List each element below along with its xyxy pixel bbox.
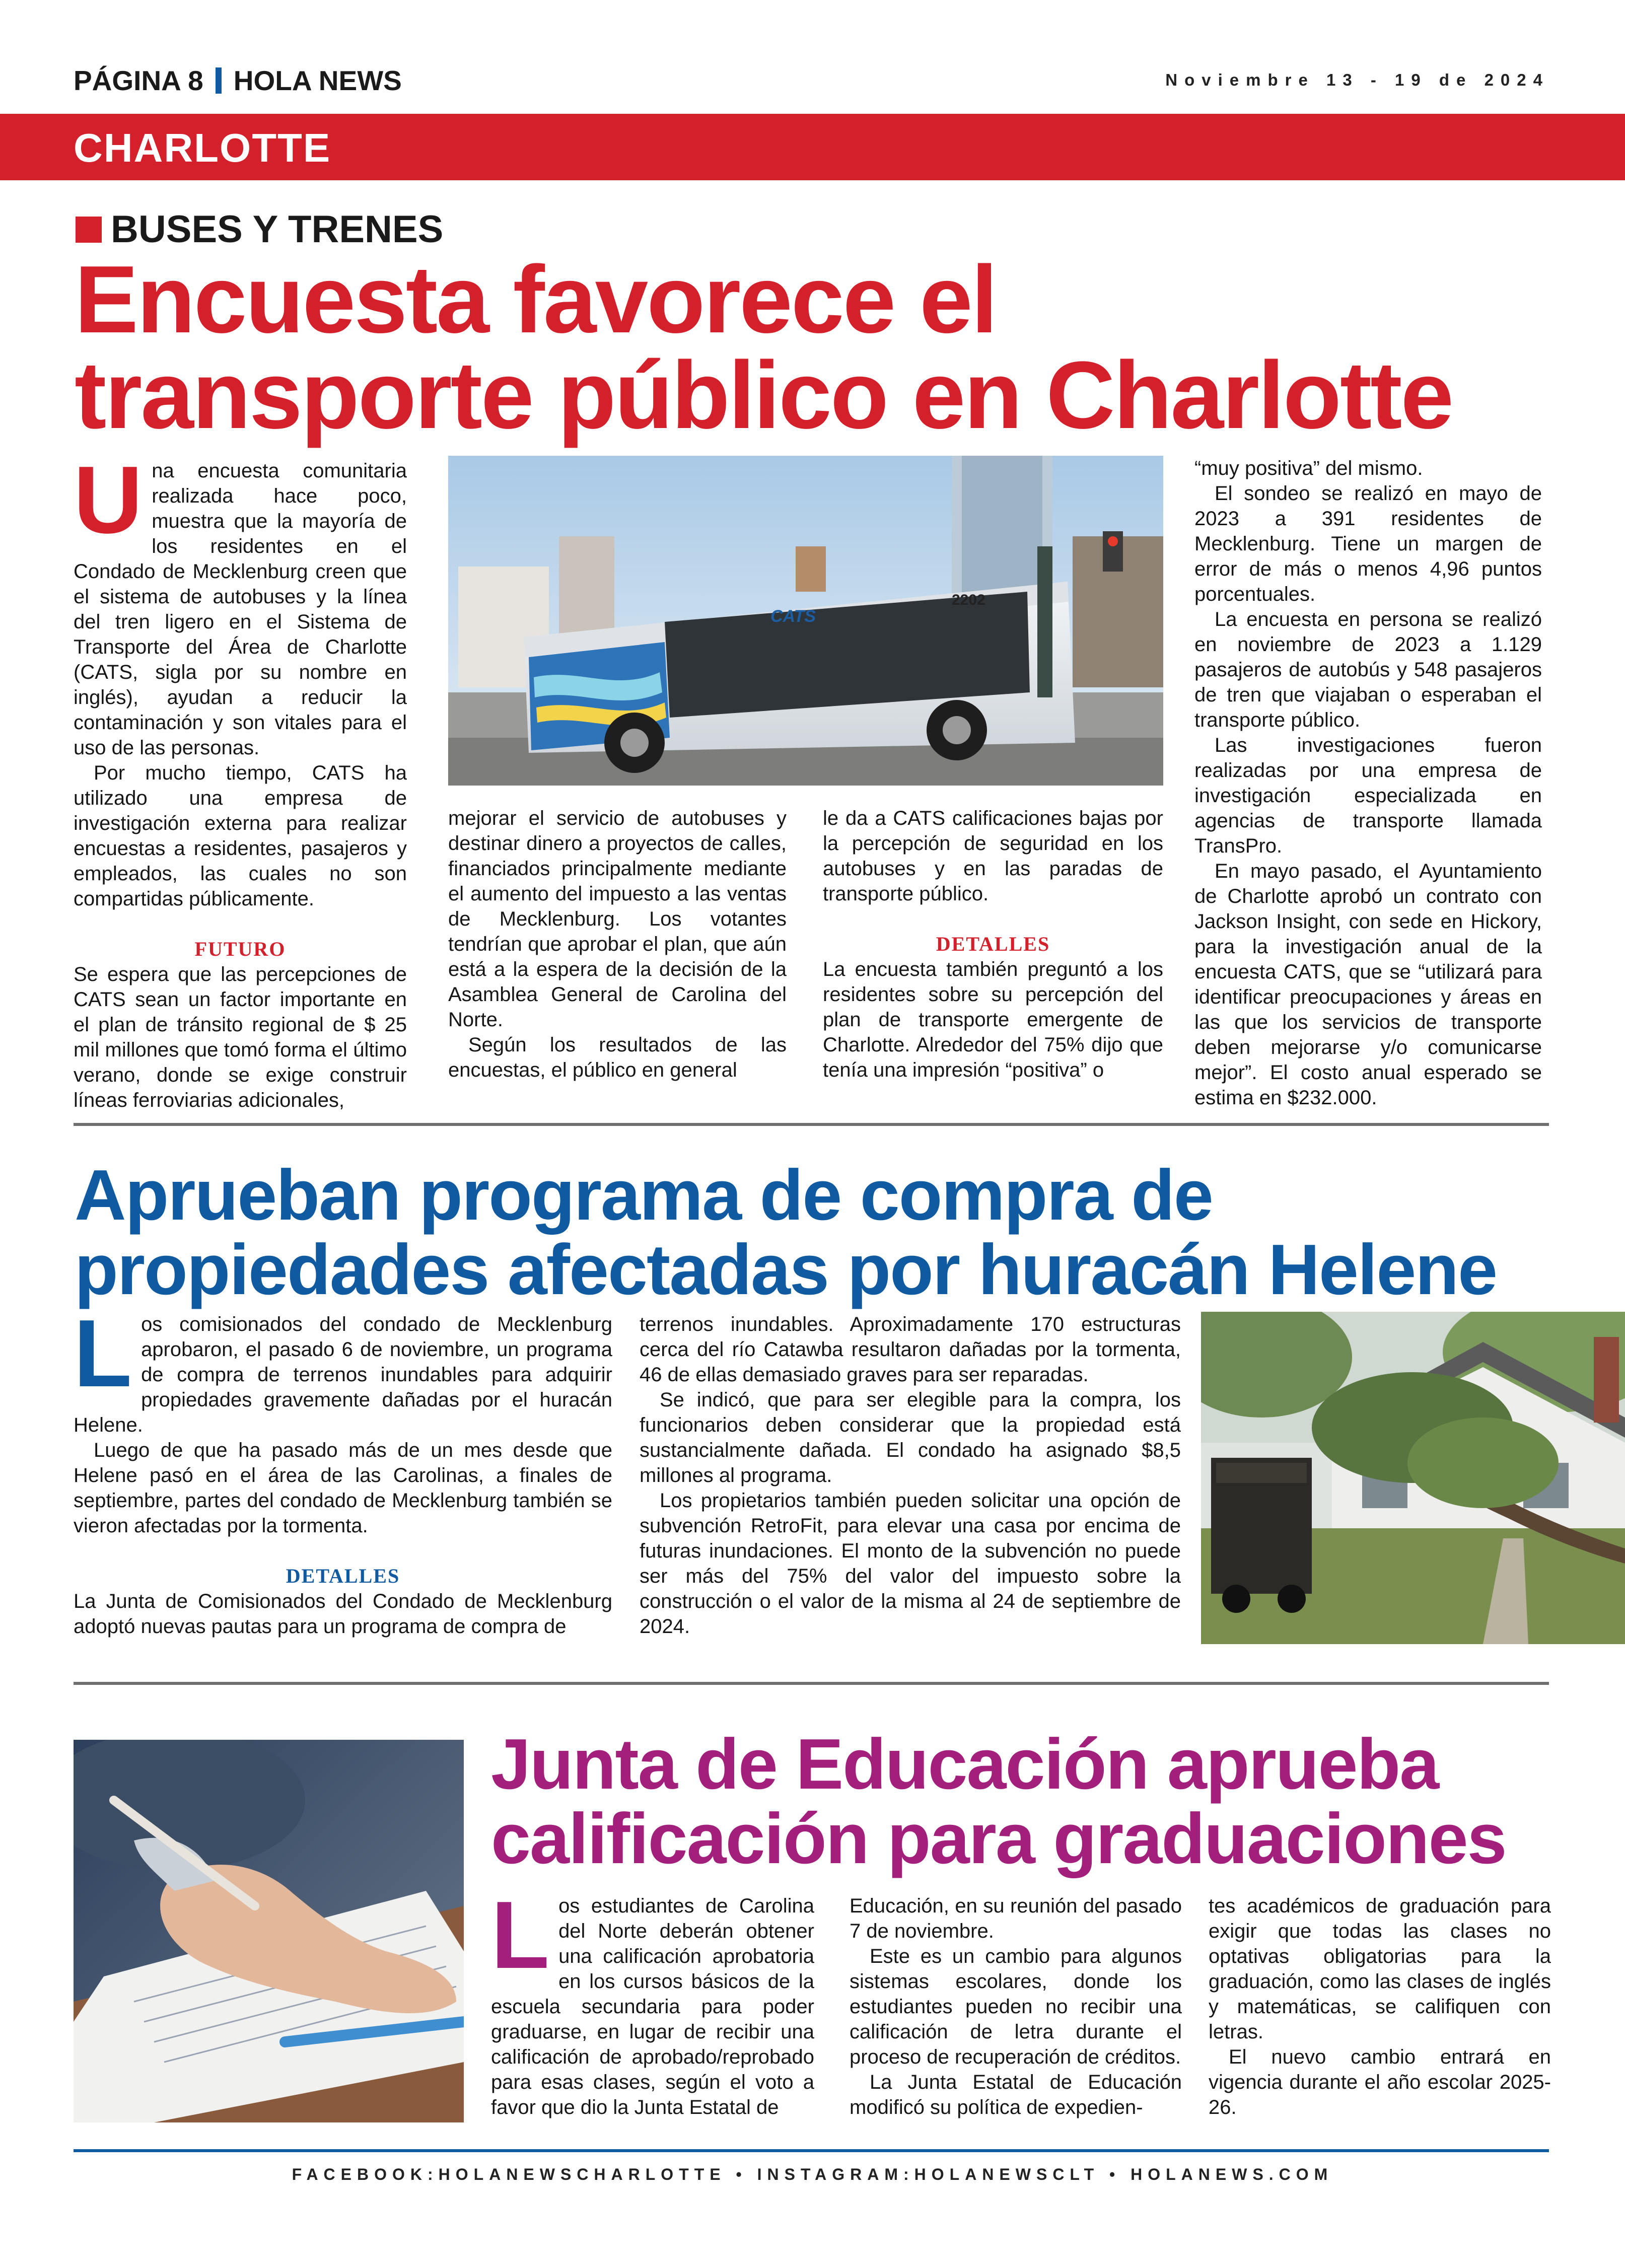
article1-paragraph: La encuesta en persona se realizó en noviembre de 2023 a 1.129 pasajeros de autobús y 548 pasajeros de tren que viajaban o esperaban el transporte público. <box>1194 608 1542 731</box>
article2-paragraph: terrenos inundables. Aproximadamente 170 estructuras cerca del río Catawba resultaron dañadas por la tormenta, 46 de ellas demasiado graves para ser reparadas. <box>640 1313 1181 1386</box>
page-number: PÁGINA 8 <box>74 65 203 96</box>
article1-headline <box>75 246 1575 449</box>
article1-paragraph: En mayo pasado, el Ayuntamiento de Charlotte aprobó un contrato con Jackson Insight, con sede en Hickory, para la investigación anual de la encuesta CATS, que se “utilizará para identificar preocupaciones y áreas en las que los servicios de transporte deben mejorarse y/o comunicarse mejor”. El costo anual esperado se estima en $232.000. <box>1194 860 1542 1109</box>
article3-column-3 <box>1209 1893 1551 2120</box>
article3-paragraph: os estudiantes de Carolina del Norte deberán obtener una calificación aprobatoria en los cursos básicos de la escuela secundaria para poder graduarse, en lugar de recibir una calificación de aprobado/reprobado para esas clases, según el voto a favor que dio la Junta Estatal de <box>491 1895 814 2118</box>
article3-paragraph: tes académicos de graduación para exigir que todas las clases no optativas obligatorias para la graduación, como las clases de inglés y matemáticas, se califiquen con letras. <box>1209 1895 1551 2043</box>
article1-kicker <box>76 207 443 251</box>
article3-paragraph: Educación, en su reunión del pasado 7 de noviembre. <box>850 1895 1182 1942</box>
article1-paragraph: Por mucho tiempo, CATS ha utilizado una empresa de investigación externa para realizar encuestas a residentes, pasajeros y empleados, las cuales no son compartidas públicamente. <box>74 762 407 910</box>
article1-headline-line2: transporte público en Charlotte <box>75 342 1453 449</box>
section-band <box>0 114 1625 180</box>
article1-column-3 <box>823 806 1163 1083</box>
article1-column-2 <box>448 806 787 1083</box>
article2-column-2 <box>640 1312 1181 1639</box>
page-header <box>74 64 402 97</box>
article1-headline-line1: Encuesta favorece el <box>75 246 997 353</box>
article3-headline-line2: calificación para graduaciones <box>491 1798 1506 1879</box>
section-divider <box>74 1123 1549 1126</box>
article1-paragraph: El sondeo se realizó en mayo de 2023 a 391 residentes de Mecklenburg. Tiene un margen de error de más o menos 4,96 puntos porcentuales. <box>1194 482 1542 605</box>
article1-paragraph: na encuesta comunitaria realizada hace poco, muestra que la mayoría de los residentes en el Condado de Mecklenburg creen que el sistema de autobuses y la línea del tren ligero en el Sistema de Transporte del Área de Charlotte (CATS, sigla por su nombre en inglés), ayudan a reducir la contaminación y son vitales para el uso de las personas. <box>74 460 407 759</box>
kicker-square-icon <box>76 217 102 243</box>
article2-paragraph: Los propietarios también pueden solicitar una opción de subvención RetroFit, para elevar una casa por encima de futuras inundaciones. El monto de la subvención no puede ser más del 75% del valor del impuesto sobre la construcción o el valor de la misma al 24 de septiembre de 2024. <box>640 1490 1181 1638</box>
bus-logo-text: CATS <box>770 607 816 626</box>
footer-divider <box>74 2149 1549 2152</box>
article1-column-1 <box>74 447 407 1113</box>
article2-headline-line2: propiedades afectadas por huracán Helene <box>75 1229 1497 1310</box>
article1-paragraph: La encuesta también preguntó a los residentes sobre su percepción del plan de transporte emergente de Charlotte. Alrededor del 75% dijo que tenía una impresión “positiva” o <box>823 958 1163 1081</box>
article2-subhead-detalles: DETALLES <box>286 1565 400 1587</box>
article2-paragraph: La Junta de Comisionados del Condado de Mecklenburg adoptó nuevas pautas para un programa de compra de <box>74 1590 612 1638</box>
article3-paragraph: El nuevo cambio entrará en vigencia durante el año escolar 2025-26. <box>1209 2046 1551 2118</box>
article2-column-1 <box>74 1300 612 1639</box>
section-title: CHARLOTTE <box>74 125 331 170</box>
issue-date: Noviembre 13 - 19 de 2024 <box>1165 70 1549 89</box>
article2-headline-line1: Aprueban programa de compra de <box>75 1155 1213 1235</box>
student-exam-photo <box>74 1740 464 2122</box>
fallen-tree-photo <box>1201 1312 1625 1644</box>
article1-column-4 <box>1194 456 1542 1110</box>
article1-subhead-futuro: FUTURO <box>194 938 286 960</box>
article2-paragraph: Luego de que ha pasado más de un mes desde que Helene pasó en el área de las Carolinas, a finales de septiembre, partes del condado de Mecklenburg también se vieron afectadas por la tormenta. <box>74 1439 612 1537</box>
article1-subhead-detalles: DETALLES <box>936 933 1050 955</box>
article3-dropcap: L <box>491 1882 550 1989</box>
article2-paragraph: Se indicó, que para ser elegible para la compra, los funcionarios deben considerar que la propiedad está sustancialmente dañada. El condado ha asignado $8,5 millones al programa. <box>640 1389 1181 1486</box>
bus-number-text: 2202 <box>952 592 985 608</box>
article1-paragraph: le da a CATS calificaciones bajas por la percepción de seguridad en los autobuses y en las paradas de transporte público. <box>823 807 1163 905</box>
article3-column-1 <box>491 1882 814 2120</box>
article3-column-2 <box>850 1893 1182 2120</box>
publication-name: HOLA NEWS <box>233 65 402 96</box>
article1-dropcap: U <box>74 447 143 553</box>
footer-social-links: FACEBOOK:HOLANEWSCHARLOTTE • INSTAGRAM:HOLANEWSCLT • HOLANEWS.COM <box>292 2165 1333 2183</box>
article3-headline-line1: Junta de Educación aprueba <box>491 1724 1439 1804</box>
section-divider <box>74 1682 1549 1685</box>
article3-paragraph: La Junta Estatal de Educación modificó su política de expedien- <box>850 2071 1182 2118</box>
article1-paragraph: “muy positiva” del mismo. <box>1194 457 1423 479</box>
article2-paragraph: os comisionados del condado de Mecklenburg aprobaron, el pasado 6 de noviembre, un programa de compra de terrenos inundables para adquirir propiedades gravemente dañadas por el huracán Helene. <box>74 1313 612 1436</box>
article3-headline <box>491 1724 1559 1879</box>
bus-photo <box>448 456 1163 786</box>
article1-paragraph: Se espera que las percepciones de CATS sean un factor importante en el plan de tránsito regional de $ 25 mil millones que tomó forma el último verano, donde se exige construir líneas ferroviarias adicionales, <box>74 963 407 1111</box>
article1-paragraph: mejorar el servicio de autobuses y destinar dinero a proyectos de calles, financiados principalmente mediante el aumento del impuesto a las ventas de Mecklenburg. Los votantes tendrían que aprobar el plan, que aún está a la espera de la decisión de la Asamblea General de Carolina del Norte. <box>448 807 787 1031</box>
article2-headline <box>75 1155 1575 1310</box>
article3-paragraph: Este es un cambio para algunos sistemas escolares, donde los estudiantes pueden no recibir una calificación de letra durante el proceso de recuperación de créditos. <box>850 1945 1182 2068</box>
header-divider <box>216 67 222 94</box>
article2-dropcap: L <box>74 1300 132 1407</box>
kicker-label: BUSES Y TRENES <box>111 208 444 251</box>
article1-paragraph: Según los resultados de las encuestas, el público en general <box>448 1034 787 1081</box>
article1-paragraph: Las investigaciones fueron realizadas por una empresa de investigación especializada en agencias de transporte llamada TransPro. <box>1194 734 1542 857</box>
